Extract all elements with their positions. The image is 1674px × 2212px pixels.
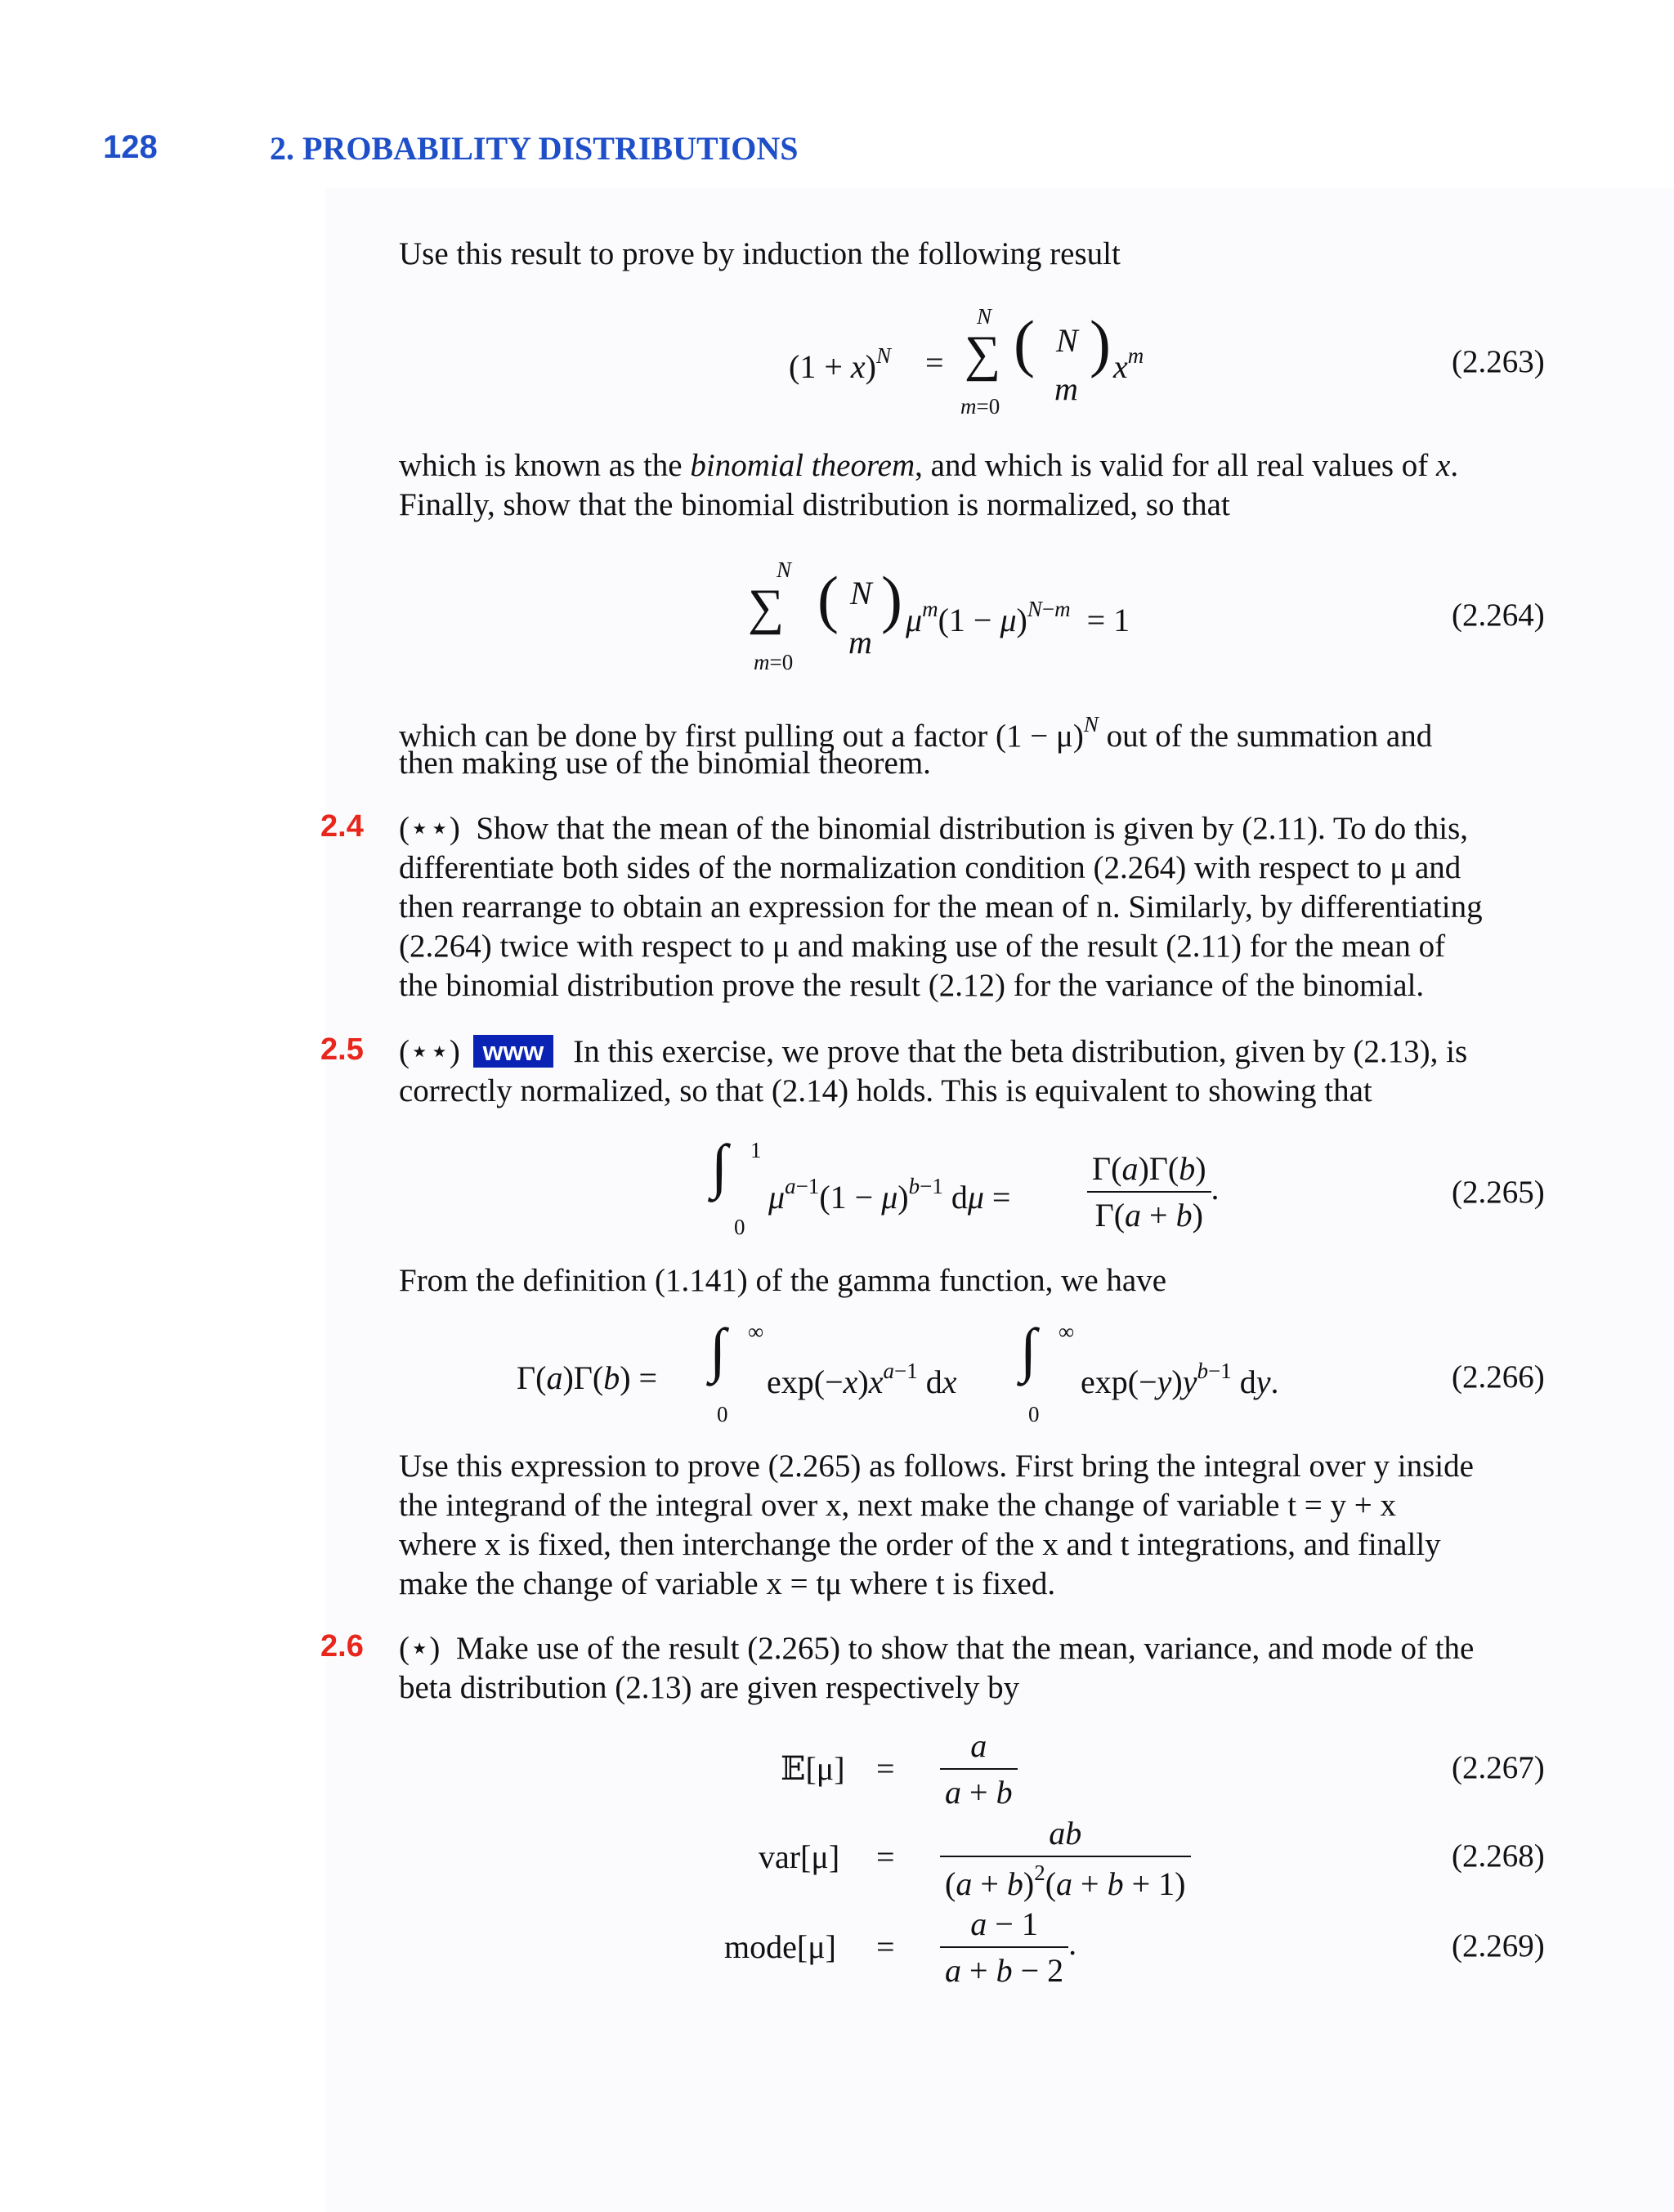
exercise-2-5-line-3: From the definition (1.141) of the gamma function, we have	[399, 1263, 1167, 1298]
equals-268: =	[876, 1838, 895, 1875]
binom-bottom: m	[1054, 370, 1078, 407]
running-head: 2. PROBABILITY DISTRIBUTIONS	[270, 130, 799, 167]
exercise-2-4-line-4: (2.264) twice with respect to μ and making use of the result (2.11) for the mean of	[399, 929, 1446, 964]
binom-bottom-264: m	[848, 624, 872, 660]
sum-lower-limit: m=0	[960, 394, 1000, 419]
exercise-2-4-line-3: then rearrange to obtain an expression for the mean of n. Similarly, by differentiating	[399, 889, 1483, 925]
www-badge[interactable]: www	[473, 1035, 554, 1068]
integral-upper-266b: ∞	[1059, 1319, 1075, 1344]
mean-fraction: $\frac{a}{a + b}$	[940, 1726, 1018, 1811]
exercise-number-2-6: 2.6	[320, 1629, 364, 1663]
integral-lower-266b: 0	[1028, 1402, 1040, 1426]
equals-269: =	[876, 1928, 895, 1965]
gamma-integrand-a: $\exp(-x)x^{a-1}$ dx	[767, 1359, 957, 1400]
x-power-m: $x^m$	[1113, 343, 1144, 385]
equation-binomial-theorem: $(1 + x)^N$	[789, 343, 891, 385]
integral-lower-266a: 0	[717, 1402, 728, 1426]
equals-sign: =	[925, 344, 944, 381]
exercise-2-5-line-1: (⋆⋆) www In this exercise, we prove that the beta distribution, given by (2.13), is	[399, 1034, 1468, 1069]
binom-left-paren-264: (	[817, 563, 839, 634]
mode-fraction: $\frac{a - 1}{a + b - 2}$ .	[940, 1905, 1076, 1990]
exercise-2-5-line-2: correctly normalized, so that (2.14) holds. This is equivalent to showing that	[399, 1073, 1372, 1108]
binom-top: N	[1056, 322, 1078, 359]
sum-upper-limit-264: N	[777, 557, 792, 582]
variance-fraction: $\frac{ab}{(a + b)^2(a + b + 1)}$	[940, 1814, 1191, 1903]
equation-binomial-normalization: $\mu^m(1 - \mu)^{N-m} = 1$	[906, 597, 1130, 638]
exercise-2-5-line-5: the integrand of the integral over x, next make the change of variable t = y + x	[399, 1488, 1397, 1523]
eqnum-2-264: (2.264)	[1452, 598, 1545, 633]
exercise-number-2-5: 2.5	[320, 1032, 364, 1067]
binom-top-264: N	[850, 575, 872, 611]
exercise-2-5-line-6: where x is fixed, then interchange the order of the x and t integrations, and finally	[399, 1527, 1441, 1562]
exercise-number-2-4: 2.4	[320, 809, 364, 844]
binom-right-paren-264: )	[881, 563, 902, 634]
eqnum-2-269: (2.269)	[1452, 1928, 1545, 1963]
mode-lhs: mode[μ]	[724, 1928, 836, 1965]
exercise-2-5-line-7: make the change of variable x = tμ where t is fixed.	[399, 1566, 1056, 1601]
eqnum-2-268: (2.268)	[1452, 1838, 1545, 1874]
exercise-2-6-line-2: beta distribution (2.13) are given respectively by	[399, 1670, 1020, 1705]
exercise-2-4-line-2: differentiate both sides of the normalization condition (2.264) with respect to μ and	[399, 850, 1461, 885]
binom-left-paren: (	[1014, 307, 1035, 378]
integral-upper-266a: ∞	[748, 1319, 764, 1344]
eqnum-2-265: (2.265)	[1452, 1175, 1545, 1210]
intro-line-2: which is known as the binomial theorem, and which is valid for all real values of x.	[399, 448, 1459, 483]
variance-lhs: var[μ]	[759, 1838, 840, 1875]
exercise-2-4-line-1: (⋆⋆) Show that the mean of the binomial distribution is given by (2.11). To do this,	[399, 811, 1469, 846]
sum-lower-limit-264: m=0	[754, 650, 794, 674]
sum-symbol: ∑	[965, 326, 1001, 382]
eqnum-2-267: (2.267)	[1452, 1750, 1545, 1785]
exercise-2-5-line-4: Use this expression to prove (2.265) as follows. First bring the integral over y inside	[399, 1449, 1474, 1484]
equation-gamma-product: Γ(a)Γ(b) =	[517, 1359, 658, 1396]
intro-line-4: which can be done by first pulling out a factor $(1 - \mu)^N$ out of the summation and	[399, 712, 1433, 754]
eqnum-2-263: (2.263)	[1452, 344, 1545, 379]
beta-fraction: $\frac{\Gamma(a)\Gamma(b)}{\Gamma(a + b)}$ .	[1087, 1149, 1220, 1234]
mean-lhs: 𝔼[μ]	[781, 1750, 845, 1787]
eqnum-2-266: (2.266)	[1452, 1359, 1545, 1395]
exercise-2-4-line-5: the binomial distribution prove the result (2.12) for the variance of the binomial.	[399, 968, 1425, 1003]
binom-right-paren: )	[1090, 307, 1111, 378]
integral-sign-266b: ∫	[1020, 1317, 1037, 1384]
sum-symbol-264: ∑	[748, 580, 785, 635]
intro-line-1: Use this result to prove by induction the following result	[399, 236, 1121, 271]
equation-beta-integral: $\mu^{a-1}(1 - \mu)^{b-1}$ dμ =	[768, 1174, 1011, 1216]
integral-lower-265: 0	[734, 1215, 745, 1239]
integral-sign-266a: ∫	[709, 1317, 727, 1384]
integral-sign-265: ∫	[711, 1133, 728, 1200]
integral-upper-265: 1	[750, 1138, 762, 1162]
intro-line-3: Finally, show that the binomial distribution is normalized, so that	[399, 487, 1230, 522]
exercise-2-6-line-1: (⋆) Make use of the result (2.265) to show that the mean, variance, and mode of the	[399, 1631, 1475, 1666]
page-number: 128	[103, 129, 158, 165]
gamma-integrand-b: $\exp(-y)y^{b-1}$ dy.	[1081, 1359, 1279, 1400]
equals-267: =	[876, 1750, 895, 1787]
sum-upper-limit: N	[977, 304, 992, 329]
intro-line-5: then making use of the binomial theorem.	[399, 746, 931, 781]
